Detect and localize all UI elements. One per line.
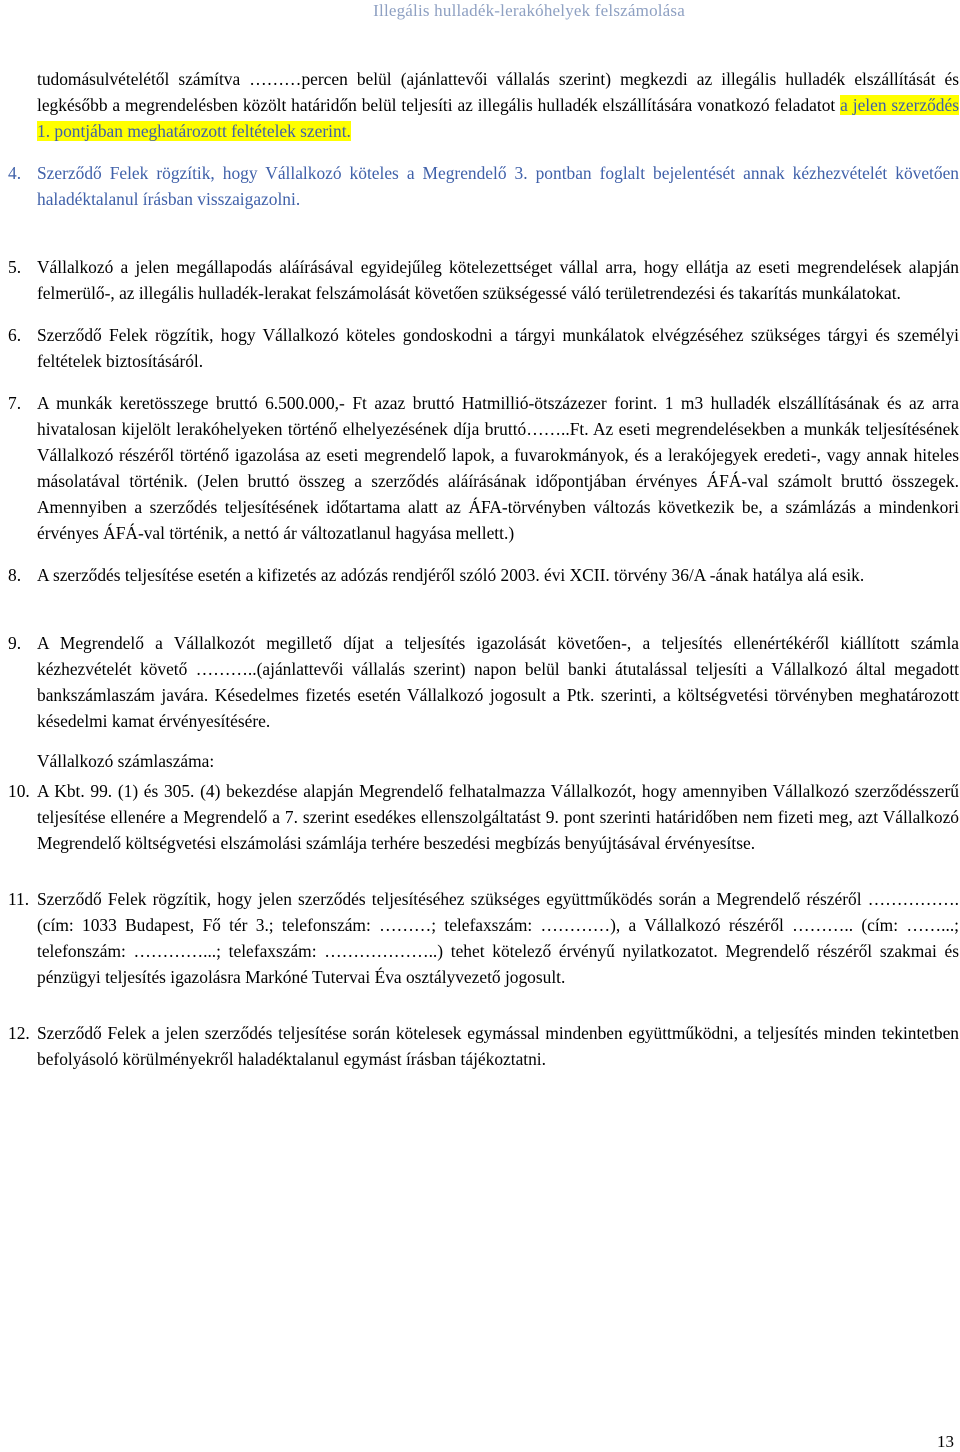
clause-7	[8, 390, 959, 546]
clause-10	[8, 778, 959, 856]
clause-text: Szerződő Felek a jelen szerződés teljesítése során kötelesek egymással mindenben együttműködni, a teljesítés minden tekintetben befolyásoló körülményekről haladéktalanul egymást írásban tájékoztatni.	[37, 1023, 959, 1069]
clause-number: 9.	[8, 633, 22, 653]
clause-text: A Kbt. 99. (1) és 305. (4) bekezdése alapján Megrendelő felhatalmazza Vállalkozót, hogy amennyiben Vállalkozó szerződésszerű teljesítése ellenére a Megrendelő a 7. szerint esedékes ellenszolgáltatást 9. pont szerinti határidőben nem fizeti meg, azt Vállalkozó Megrendelő költségvetési elszámolási számlája terhére beszedési megbízás benyújtásával érvényesítse.	[37, 781, 959, 853]
intro-highlight: a jelen szerződés 1. pontjában meghatározott feltételek szerint.	[37, 95, 959, 141]
clause-6	[8, 322, 959, 374]
clause-number: 8.	[8, 565, 22, 585]
clause-number: 11.	[8, 889, 30, 909]
clause-text: Szerződő Felek rögzítik, hogy jelen szerződés teljesítéséhez szükséges együttműködés során a Megrendelő részéről ……………. (cím: 1033 Budapest, Fő tér 3.; telefonszám: ………; telefaxszám: …………), a Vállalkozó részéről ……….. (cím: ……...; telefonszám: …………...; telefaxszám: ………………..) tehet kötelező érvényű nyilatkozatot. Megrendelő részéről szakmai és pénzügyi teljesítés igazolásra Markóné Tutervai Éva osztályvezető jogosult.	[37, 889, 959, 987]
document-body	[8, 66, 959, 1072]
page-number: 13	[937, 1432, 954, 1451]
clause-text: Vállalkozó a jelen megállapodás aláírásával egyidejűleg kötelezettséget vállal arra, hogy ellátja az eseti megrendelések alapján felmerülő-, az illegális hulladék-lerakat felszámolását követően szükségessé váló területrendezési és takarítás munkálatokat.	[37, 257, 959, 303]
clause-number: 10.	[8, 781, 30, 801]
clause-number: 7.	[8, 393, 22, 413]
clause-text: A munkák keretösszege bruttó 6.500.000,- Ft azaz bruttó Hatmillió-ötszázezer forint. 1 m3 hulladék elszállításának és az arra hivatalosan kijelölt lerakóhelyeken történő elhelyezésének díja bruttó……..Ft. Az eseti megrendelésekben a munkák teljesítésének Vállalkozó részéről történő igazolása az eseti megrendelő lapok, a fuvarokmányok, és a lerakójegyek eredeti-, vagy annak hiteles másolatával történik. (Jelen bruttó összeg a szerződés aláírásának időpontjában érvényes ÁFÁ-val számolt bruttó összegek. Amennyiben a szerződés teljesítésének időtartama alatt az ÁFA-törvényben változás következik be, a számlázás a mindenkori érvényes ÁFÁ-val történik, a nettó ár változatlanul hagyása mellett.)	[37, 393, 959, 543]
clause-number: 5.	[8, 257, 22, 277]
clause-8	[8, 562, 959, 588]
clause-4	[8, 160, 959, 212]
running-header: Illegális hulladék-lerakóhelyek felszámolása	[373, 1, 685, 20]
account-label: Vállalkozó számlaszáma:	[37, 751, 215, 771]
clause-number: 6.	[8, 325, 22, 345]
clause-12	[8, 1020, 959, 1072]
clause-9	[8, 630, 959, 734]
intro-paragraph	[37, 66, 959, 144]
clause-text: Szerződő Felek rögzítik, hogy Vállalkozó köteles gondoskodni a tárgyi munkálatok elvégzéséhez szükséges tárgyi és személyi feltételek biztosításáról.	[37, 325, 959, 371]
clause-text: A Megrendelő a Vállalkozót megillető díjat a teljesítés igazolását követően-, a teljesítés ellenértékéről kiállított számla kézhezvételét követő ………..(ajánlattevői vállalás szerint) napon belül banki átutalással teljesíti a Vállalkozó által megadott bankszámlaszám javára. Késedelmes fizetés esetén Vállalkozó jogosult a Ptk. szerinti, a költségvetési törvényben meghatározott késedelmi kamat érvényesítésére.	[37, 633, 959, 731]
clause-5	[8, 254, 959, 306]
clause-text: Szerződő Felek rögzítik, hogy Vállalkozó köteles a Megrendelő 3. pontban foglalt bejelentését annak kézhezvételét követően haladéktalanul írásban visszaigazolni.	[37, 163, 959, 209]
clause-number: 12.	[8, 1023, 30, 1043]
clause-11	[8, 886, 959, 990]
intro-text: tudomásulvételétől számítva ………percen belül (ajánlattevői vállalás szerint) megkezdi az illegális hulladék elszállítását és legkésőbb a megrendelésben közölt határidőn belül teljesíti az illegális hulladék elszállítására vonatkozó feladatot	[37, 69, 959, 115]
clause-text: A szerződés teljesítése esetén a kifizetés az adózás rendjéről szóló 2003. évi XCII. törvény 36/A -ának hatálya alá esik.	[37, 565, 865, 585]
clause-number: 4.	[8, 163, 22, 183]
